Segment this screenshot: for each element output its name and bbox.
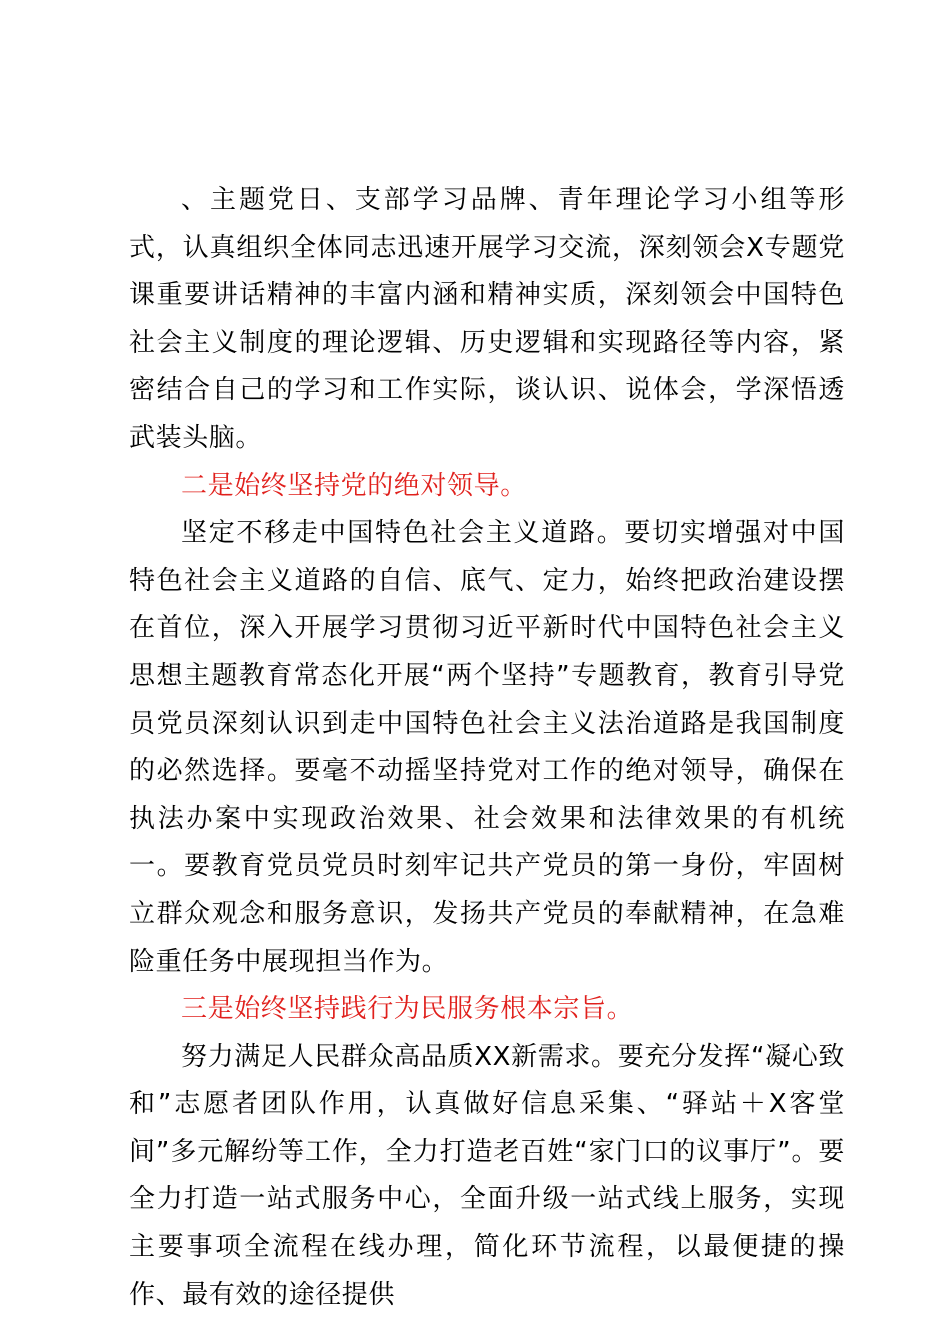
paragraph-party-leadership: 坚定不移走中国特色社会主义道路。要切实增强对中国特色社会主义道路的自信、底气、定力，始终把政治建设摆在首位，深入开展学习贯彻习近平新时代中国特色社会主义思想主题教育常态化开展“两个坚持”专题教育，教育引导党员党员深刻认识到走中国特色社会主义法治道路是我国制度的必然选择。要毫不动摇坚持党对工作的绝对领导，确保在执法办案中实现政治效果、社会效果和法律效果的有机统一。要教育党员党员时刻牢记共产党员的第一身份，牢固树立群众观念和服务意识，发扬共产党员的奉献精神，在急难险重任务中展现担当作为。	[129, 518, 845, 977]
paragraph-serve-people: 努力满足人民群众高品质XX新需求。要充分发挥“凝心致和”志愿者团队作用，认真做好信息采集、“驿站＋X客堂间”多元解纷等工作，全力打造老百姓“家门口的议事厅”。要全力打造一站式服务中心，全面升级一站式线上服务，实现主要事项全流程在线办理，简化环节流程，以最便捷的操作、最有效的途径提供	[129, 1041, 845, 1310]
paragraph-study-exchange: 、主题党日、支部学习品牌、青年理论学习小组等形式，认真组织全体同志迅速开展学习交流，深刻领会X专题党课重要讲话精神的丰富内涵和精神实质，深刻领会中国特色社会主义制度的理论逻辑、历史逻辑和实现路径等内容，紧密结合自己的学习和工作实际，谈认识、说体会，学深悟透武装头脑。	[129, 185, 845, 453]
section-heading-serve-people: 三是始终坚持践行为民服务根本宗旨。	[181, 994, 634, 1025]
document-body	[129, 177, 845, 1319]
section-heading-party-leadership: 二是始终坚持党的绝对领导。	[181, 470, 527, 501]
